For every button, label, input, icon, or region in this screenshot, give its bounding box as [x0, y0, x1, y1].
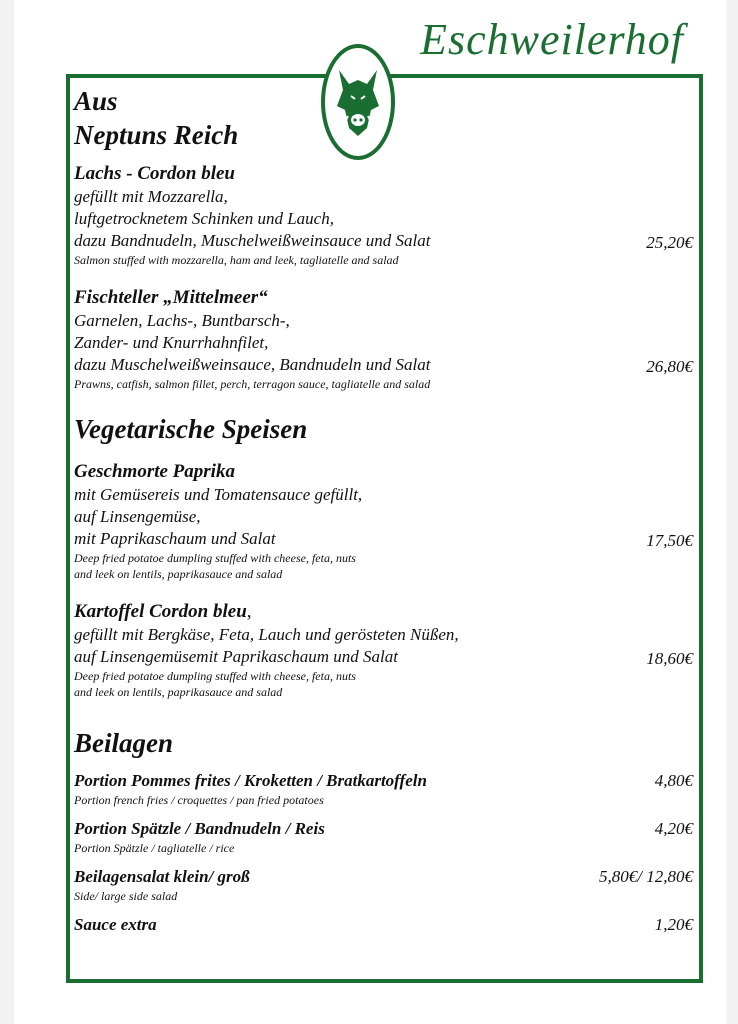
section-beilagen	[74, 726, 693, 936]
item-translation: Deep fried potatoe dumpling stuffed with cheese, feta, nuts	[74, 551, 356, 565]
menu-item	[74, 460, 693, 582]
item-translation: Portion french fries / croquettes / pan fried potatoes	[74, 793, 324, 807]
item-description: auf Linsengemüse,	[74, 507, 201, 526]
item-name: Beilagensalat klein/ groß	[74, 867, 250, 886]
section-title	[74, 84, 314, 152]
item-name: Fischteller „Mittelmeer“	[74, 287, 268, 308]
section-neptuns-reich	[74, 84, 693, 392]
item-description: gefüllt mit Mozzarella,	[74, 187, 228, 206]
item-translation: Deep fried potatoe dumpling stuffed with cheese, feta, nuts	[74, 669, 356, 683]
item-description: Garnelen, Lachs-, Buntbarsch-,	[74, 311, 290, 330]
item-translation: Salmon stuffed with mozzarella, ham and leek, tagliatelle and salad	[74, 253, 399, 267]
menu-item	[74, 162, 693, 268]
section-title-line: Aus	[74, 86, 118, 116]
menu-page	[14, 0, 726, 1024]
item-description: gefüllt mit Bergkäse, Feta, Lauch und gerösteten Nüßen,	[74, 625, 459, 644]
item-price: 5,80€/ 12,80€	[599, 867, 693, 886]
item-translation: and leek on lentils, paprikasauce and salad	[74, 567, 283, 581]
menu-item	[74, 600, 693, 700]
item-name: Portion Spätzle / Bandnudeln / Reis	[74, 819, 325, 838]
item-price: 17,50€	[646, 531, 693, 550]
side-item	[74, 914, 693, 936]
item-description: luftgetrocknetem Schinken und Lauch,	[74, 209, 334, 228]
item-description: dazu Muschelweißweinsauce, Bandnudeln und Salat	[74, 355, 431, 374]
section-title-line: Neptuns Reich	[74, 120, 239, 150]
section-title: Beilagen	[74, 728, 173, 758]
side-item	[74, 818, 693, 856]
item-name: Portion Pommes frites / Kroketten / Bratkartoffeln	[74, 771, 427, 790]
item-name: Geschmorte Paprika	[74, 461, 235, 482]
item-name: Sauce extra	[74, 915, 157, 934]
menu-item	[74, 286, 693, 392]
item-translation: Prawns, catfish, salmon fillet, perch, terragon sauce, tagliatelle and salad	[74, 377, 431, 391]
section-title: Vegetarische Speisen	[74, 414, 308, 444]
item-price: 26,80€	[646, 357, 693, 376]
item-price: 25,20€	[646, 233, 693, 252]
item-price: 1,20€	[654, 915, 693, 934]
item-translation: Side/ large side salad	[74, 889, 178, 903]
item-description: mit Paprikaschaum und Salat	[74, 529, 276, 548]
item-description: dazu Bandnudeln, Muschelweißweinsauce und Salat	[74, 231, 431, 250]
item-price: 4,80€	[654, 771, 693, 790]
restaurant-name: Eschweilerhof	[420, 15, 684, 64]
item-description: Zander- und Knurrhahnfilet,	[74, 333, 269, 352]
item-translation: and leek on lentils, paprikasauce and salad	[74, 685, 283, 699]
item-name-suffix: ,	[246, 601, 252, 622]
item-translation: Portion Spätzle / tagliatelle / rice	[74, 841, 235, 855]
item-name-text: Kartoffel Cordon bleu	[74, 601, 247, 622]
item-description: auf Linsengemüsemit Paprikaschaum und Salat	[74, 647, 398, 666]
section-vegetarische-speisen	[74, 412, 693, 700]
side-item	[74, 770, 693, 808]
item-name: Lachs - Cordon bleu	[74, 163, 235, 184]
item-price: 18,60€	[646, 649, 693, 668]
side-item	[74, 866, 693, 904]
item-price: 4,20€	[654, 819, 693, 838]
item-description: mit Gemüsereis und Tomatensauce gefüllt,	[74, 485, 363, 504]
item-name	[74, 600, 693, 624]
menu-content	[74, 84, 693, 936]
